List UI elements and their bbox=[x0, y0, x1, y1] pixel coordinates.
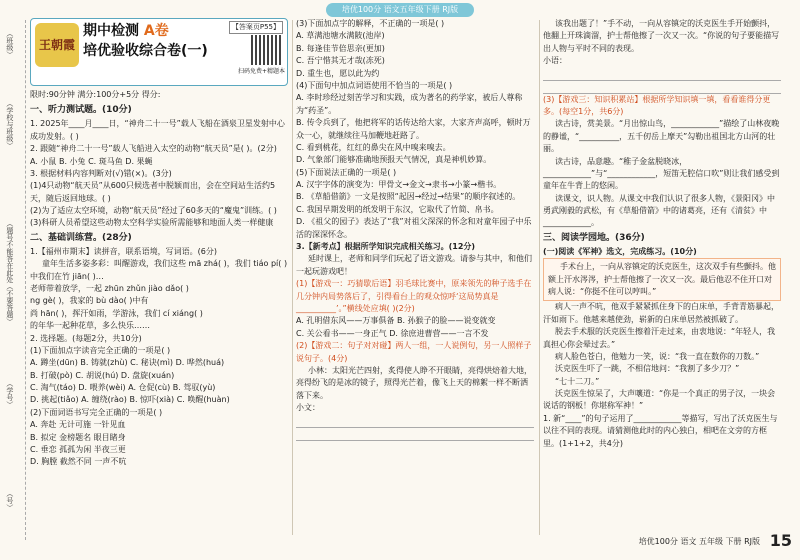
reading-heading: (一)阅读《军神》选文，完成练习。(10分) bbox=[543, 246, 697, 256]
title-main: 期中检测 bbox=[83, 23, 139, 39]
question-intro: 延时课上，老师和同学们玩起了语文游戏。请参与其中，和他们一起玩游戏吧！ bbox=[296, 254, 532, 276]
answer-line[interactable] bbox=[543, 83, 781, 94]
options: A. 奔赴 无计可施 一针见血 bbox=[30, 420, 126, 430]
question: 1.【福州市期末】读拼音，联系语境，写词语。(6分) bbox=[30, 246, 217, 256]
time-limit: 限时:90分钟 满分:100分+5分 得分: bbox=[30, 90, 161, 99]
options: A. 孔明借东风——万事俱备 B. 孙猴子的脸——说变就变 bbox=[296, 316, 496, 326]
passage-paragraph: 病人一声不吭，他双手紧紧抓住身下的白床单，手背青筋暴起，汗如雨下。他越来越使劲，崭新的白床单居然被抓破了。 bbox=[543, 302, 779, 324]
question: (3)下面加点字的解释，不正确的一项是( ) bbox=[296, 19, 445, 28]
question: (4)下面句中加点词语使用不恰当的一项是( ) bbox=[296, 80, 453, 90]
strip-label-notice: （题号不能答在此处（不要答题） bbox=[5, 220, 14, 325]
question: 3.【新考点】根据所学知识完成相关练习。(12分) bbox=[296, 242, 476, 252]
title-paper: A卷 bbox=[143, 23, 169, 39]
pinyin-paragraph: 尚 hān( )，挥汗如雨，学游泳，我们 cí xiáng( ) bbox=[30, 308, 203, 318]
qr-code-icon[interactable] bbox=[251, 35, 281, 65]
strip-label-number: （学号） bbox=[5, 380, 14, 408]
passage-paragraph: 脱去手术服的沃克医生擦着汗走过来，由衷地说：“年轻人，我真担心你会晕过去。” bbox=[543, 327, 776, 349]
column-divider bbox=[539, 20, 540, 535]
section-heading: 三、阅读学园地。(36分) bbox=[543, 232, 645, 243]
options: A. 蹲坐(dūn) B. 铸就(zhù) C. 秘诀(mì) D. 哗然(huá) bbox=[30, 358, 225, 368]
passage-paragraph: 病人脸色苍白，他勉力一笑，说：“我一直在数你的刀数。” bbox=[555, 351, 760, 361]
options: B. 《草船借箭》一文是按照“起因→经过→结果”的顺序叙述的。 bbox=[296, 192, 521, 202]
column-1 bbox=[30, 18, 288, 469]
passage-paragraph: 手术台上，一向从容镇定的沃克医生，这次双手有些颤抖。他额上汗水涔涔，护士帮他擦了一次又一次。最后他忍不住开口对病人说：“你挺不住可以哼叫。” bbox=[548, 262, 776, 296]
answer-line[interactable] bbox=[543, 70, 781, 81]
qr-caption: 扫码免费+精题本 bbox=[237, 68, 285, 75]
options: D. 气象部门能够准确地预报天气情况，真是神机妙算。 bbox=[296, 155, 492, 165]
answer-line-label: 小语： bbox=[543, 56, 567, 66]
passage-text: 该我出题了！”手不动，一向从容镇定的沃克医生手开始颤抖，他翻上开珠滴溜，护士帮他擦了一次又一次。“你说的句子要能描写出人物与平时不同的表现。 bbox=[543, 19, 780, 53]
strip-label-id: （号） bbox=[5, 490, 14, 511]
question: (1)4只动物“航天员”从600只候选者中脱颖而出，会在空间站生活约5天，随后返回地球。( ) bbox=[30, 181, 276, 203]
options: C. 看到桃花，红红的鼻尖在风中嗅来嗅去。 bbox=[296, 142, 451, 152]
options: B. 传令兵到了，他把将军的话传达给大家，大家齐声高呼，顿时万众一心，就继续往马加鞭地赶路了。 bbox=[296, 118, 531, 140]
question: 2. 选择题。(每题2分，共10分) bbox=[30, 333, 142, 343]
game-one: (1)【游戏一：巧猜歇后语】羽毛球比赛中，原来领先的种子选手在几分钟内局势落后了，引得看台上的观众惊呼‘这局势真是__________’。”横线处应填( )(2分) bbox=[296, 279, 532, 313]
page-footer: 培优100分 语文 五年级 下册 RJ版 bbox=[638, 536, 760, 546]
options: B. 每逢佳节倍思亲(更加) bbox=[296, 43, 385, 53]
passage-paragraph: 沃克医生吓了一跳，不相信地问：“我割了多少刀？” bbox=[555, 364, 740, 374]
binding-strip bbox=[0, 20, 26, 540]
brand-logo: 王朝霞 bbox=[35, 23, 79, 67]
options: D. 胸膛 截然不同 一声不吭 bbox=[30, 457, 127, 467]
answer-line-label: 小文： bbox=[296, 403, 320, 413]
column-2 bbox=[296, 18, 534, 441]
pinyin-paragraph: 老师带着放学，一起 zhūn zhǔn jiào dǎo( ) bbox=[30, 283, 189, 293]
exam-title bbox=[83, 21, 169, 43]
fill-blank: 读课文，识人物。从课文中我们认识了很多人物，《景阳冈》中勇武刚毅的武松，有《草船借箭》中的诸葛亮，还有《清贫》中____________。 bbox=[543, 193, 775, 228]
options: C. 我国早期发明的纸发明于东汉，它取代了竹简、帛书。 bbox=[296, 204, 499, 214]
options: C. 关公看书——一身正气 D. 徐庶进曹营——一言不发 bbox=[296, 328, 489, 338]
question: (3)科研人员希望这些动物太空科学实验所需能够和地面人类一样健康 bbox=[30, 218, 274, 228]
section-heading: 二、基础训练营。(28分) bbox=[30, 232, 132, 243]
question: (2)下面词语书写完全正确的一项是( ) bbox=[30, 407, 163, 417]
section-heading: 一、听力测试题。(10分) bbox=[30, 105, 132, 116]
answer-line[interactable] bbox=[296, 417, 534, 428]
options: C. 淘气(táo) D. 喂养(wèi) A. 仓促(cù) B. 驾驭(yù) bbox=[30, 383, 216, 393]
question: (5)下面说法正确的一项是( ) bbox=[296, 167, 397, 177]
question: (2)为了适应太空环境，动物“航天员”经过了60多天的“魔鬼”训练。( ) bbox=[30, 206, 277, 216]
passage-paragraph: “七十二刀。” bbox=[555, 376, 600, 386]
question: 2. 跟随“神舟二十一号”载人飞船进入太空的动物“航天员”是( )。(2分) bbox=[30, 144, 277, 154]
game-two: (2)【游戏二：句子对对碰】两人一组，一人说例句，另一人照样子说句子。(4分) bbox=[296, 341, 532, 363]
options: C. 吾宁惜其无才哉(冻死) bbox=[296, 56, 385, 66]
answer-page-ref: 【答案页P55】 bbox=[229, 21, 283, 34]
options: D. 挑起(tiǎo) A. 缠绕(rào) B. 惊吓(xià) C. 唤醒(huàn) bbox=[30, 395, 230, 405]
column-divider bbox=[292, 20, 293, 535]
options: A. 小鼠 B. 小兔 C. 斑马鱼 D. 果蝇 bbox=[30, 156, 153, 166]
question: 1. 新“____”的句子运用了____________等描写，写出了沃克医生与以往不同的表现。请猜测他此时的内心独白，相吧在文旁的方框里。(1+1+2，共4分) bbox=[543, 413, 778, 448]
question: (1)下面加点字读音完全正确的一项是( ) bbox=[30, 345, 171, 355]
options: C. 垂恋 孤孤为闲 半夜三更 bbox=[30, 445, 126, 455]
passage-paragraph: 沃克医生惊呆了，大声嚷道：“你是一个真正的男子汉，一块会说话的钢板！你堪称军神！” bbox=[543, 389, 776, 411]
exam-subtitle: 培优验收综合卷(一) bbox=[83, 43, 208, 59]
options: B. 打破(pò) C. 胡说(hú) D. 盘旋(xuán) bbox=[30, 370, 175, 380]
options: B. 拟定 金榜题名 眼目睹身 bbox=[30, 432, 126, 442]
column-3 bbox=[543, 18, 781, 450]
top-banner bbox=[0, 0, 800, 20]
page-number: 15 bbox=[769, 531, 792, 551]
options: D. 重生也，愿以此为约 bbox=[296, 68, 380, 78]
reading-passage bbox=[543, 258, 781, 301]
pinyin-paragraph: 的年华一起种花草，多么快乐…… bbox=[30, 321, 150, 331]
options: A. 草满池塘水满陂(池岸) bbox=[296, 31, 385, 41]
strip-label-school: （学校与班级） bbox=[5, 100, 14, 149]
options: A. 李时珍经过刻苦学习和实践，成为著名的药学家，被后人尊称为“药圣”。 bbox=[296, 93, 523, 115]
fill-blank: 读古诗，赏美景。“月出惊山鸟，____________”描绘了山林夜晚的静谧，“__________，五千仞岳上摩天”勾勒出祖国北方山河的壮丽。 bbox=[543, 119, 780, 154]
example-sentence: 小林：太阳光芒四射，炙得使人睁不开眼睛，亮得烘焙着大地，亮得纷飞的是冰的镜子，照得光芒着，像飞上天的棉絮一样不断洒落下来。 bbox=[296, 365, 532, 400]
top-banner-text: 培优100分 语文五年级下册 RJ版 bbox=[326, 3, 474, 17]
answer-line[interactable] bbox=[296, 430, 534, 441]
exam-header bbox=[30, 18, 288, 86]
game-three: (3)【游戏三：知识积累站】根据所学知识填一填，看看谁得分更多。(每空1分，共6分) bbox=[543, 94, 771, 116]
options: D. 《祖父的园子》表达了“我”对祖父深深的怀念和对童年园子中乐活的深深怀念。 bbox=[296, 217, 532, 239]
options: A. 汉字字体的演变为：甲骨文→金文→隶书→小篆→楷书。 bbox=[296, 180, 502, 190]
question: 3. 根据材料内容判断对(√)错(×)。(3分) bbox=[30, 168, 172, 178]
pinyin-paragraph: ng gè( )，我家的 bù dào( )中有 bbox=[30, 296, 149, 306]
strip-label-class: （班级） bbox=[5, 30, 14, 58]
fill-blank: 读古诗，品意趣。“稚子金盆脱晓冰，____________”与“____________，短笛无腔信口吹”则让我们感受到童年在牛背上的悠闲。 bbox=[543, 156, 780, 191]
question: 1. 2025年____月____日，“神舟二十一号”载人飞船在酒泉卫星发射中心成功发射。( ) bbox=[30, 119, 285, 141]
pinyin-paragraph: 童年生活多姿多彩：叫醒游戏，我们这些 mā zhá( )，我们 tiáo pí( )中我们在竹 jiān( )… bbox=[30, 259, 288, 281]
